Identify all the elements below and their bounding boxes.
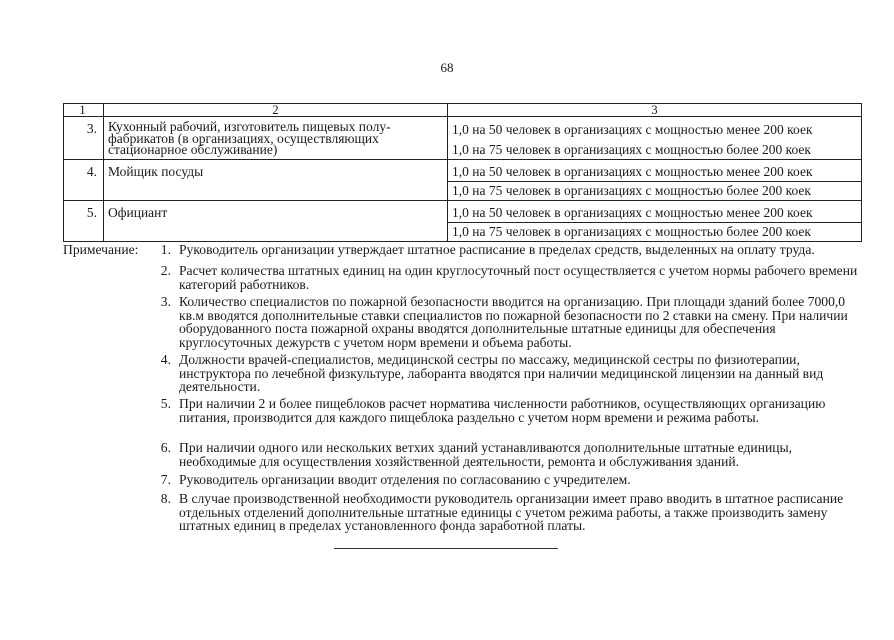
row-number: 4.	[64, 160, 104, 201]
table-row	[64, 201, 862, 242]
note-number: 5.	[160, 396, 171, 411]
end-divider	[334, 548, 558, 549]
position-name: Официант	[104, 201, 448, 242]
norm-cell	[448, 201, 862, 242]
note-item	[151, 243, 863, 257]
note-item	[151, 264, 863, 291]
note-item	[151, 353, 863, 394]
staffing-table	[63, 103, 862, 242]
position-name: Мойщик посуды	[104, 160, 448, 201]
note-text: Количество специалистов по пожарной безопасности вводится на организацию. При площади зданий более 7000,0 кв.м вводятся дополнительные ставки специалистов по пожарной безопасности по 2 ставки на смену. При наличии оборудованного поста пожарной охраны вводятся дополнительные штатные единицы для обеспечения круглосуточных дежурств с учетом норм времени и объема работы.	[179, 294, 848, 350]
note-text: В случае производственной необходимости руководитель организации имеет право вводить в штатное расписание отдельных отделений дополнительные штатные единицы с учетом режима работы, а также производить замену штатных единиц в пределах установленного фонда заработной платы.	[179, 491, 844, 533]
norm-line: 1,0 на 50 человек в организациях с мощностью менее 200 коек	[452, 205, 813, 220]
note-text: Расчет количества штатных единиц на один круглосуточный пост осуществляется с учетом нормы рабочего времени категорий работников.	[179, 263, 858, 292]
note-number: 4.	[160, 352, 171, 367]
row-number: 5.	[64, 201, 104, 242]
page-number: 68	[440, 60, 454, 75]
note-text: При наличии одного или нескольких ветхих зданий устанавливаются дополнительные штатные единицы, необходимые для осуществления хозяйственной деятельности, ремонта и обслуживания зданий.	[179, 440, 793, 469]
norm-cell	[448, 160, 862, 201]
header-col-1: 1	[64, 104, 104, 117]
row-number: 3.	[64, 117, 104, 160]
note-number: 1.	[160, 242, 171, 257]
header-col-2: 2	[104, 104, 448, 117]
note-number: 2.	[160, 263, 171, 278]
note-item	[151, 441, 863, 468]
note-item	[151, 473, 863, 487]
note-text: При наличии 2 и более пищеблоков расчет норматива численности работников, осуществляющих организацию питания, производится для каждого пищеблока раздельно с учетом норм времени и режима работы.	[179, 396, 826, 425]
note-number: 3.	[160, 294, 171, 309]
note-text: Руководитель организации утверждает штатное расписание в пределах средств, выделенных на оплату труда.	[179, 242, 815, 257]
norm-line: 1,0 на 75 человек в организациях с мощностью более 200 коек	[452, 142, 811, 157]
norm-line: 1,0 на 75 человек в организациях с мощностью более 200 коек	[448, 181, 861, 200]
table-row	[64, 117, 862, 160]
note-number: 8.	[160, 491, 171, 506]
header-col-3: 3	[448, 104, 862, 117]
note-item	[151, 295, 863, 349]
norm-line: 1,0 на 50 человек в организациях с мощностью менее 200 коек	[452, 122, 813, 137]
norm-cell	[448, 117, 862, 160]
note-number: 6.	[160, 440, 171, 455]
table-row	[64, 160, 862, 201]
note-text: Руководитель организации вводит отделения по согласованию с учредителем.	[179, 472, 631, 487]
note-item	[151, 492, 863, 533]
norm-line: 1,0 на 50 человек в организациях с мощностью менее 200 коек	[452, 164, 813, 179]
table-header-row	[64, 104, 862, 117]
note-item	[151, 397, 863, 424]
note-text: Должности врачей-специалистов, медицинской сестры по массажу, медицинской сестры по физиотерапии, инструктора по лечебной физкультуре, лаборанта вводятся при наличии медицинской лицензии на данный вид деятельности.	[179, 352, 824, 394]
note-number: 7.	[160, 472, 171, 487]
notes-label: Примечание:	[63, 242, 139, 257]
norm-line: 1,0 на 75 человек в организациях с мощностью более 200 коек	[448, 222, 861, 241]
position-name: Кухонный рабочий, изготовитель пищевых полу-фабрикатов (в организациях, осуществляющих стационарное обслуживание)	[104, 117, 448, 160]
